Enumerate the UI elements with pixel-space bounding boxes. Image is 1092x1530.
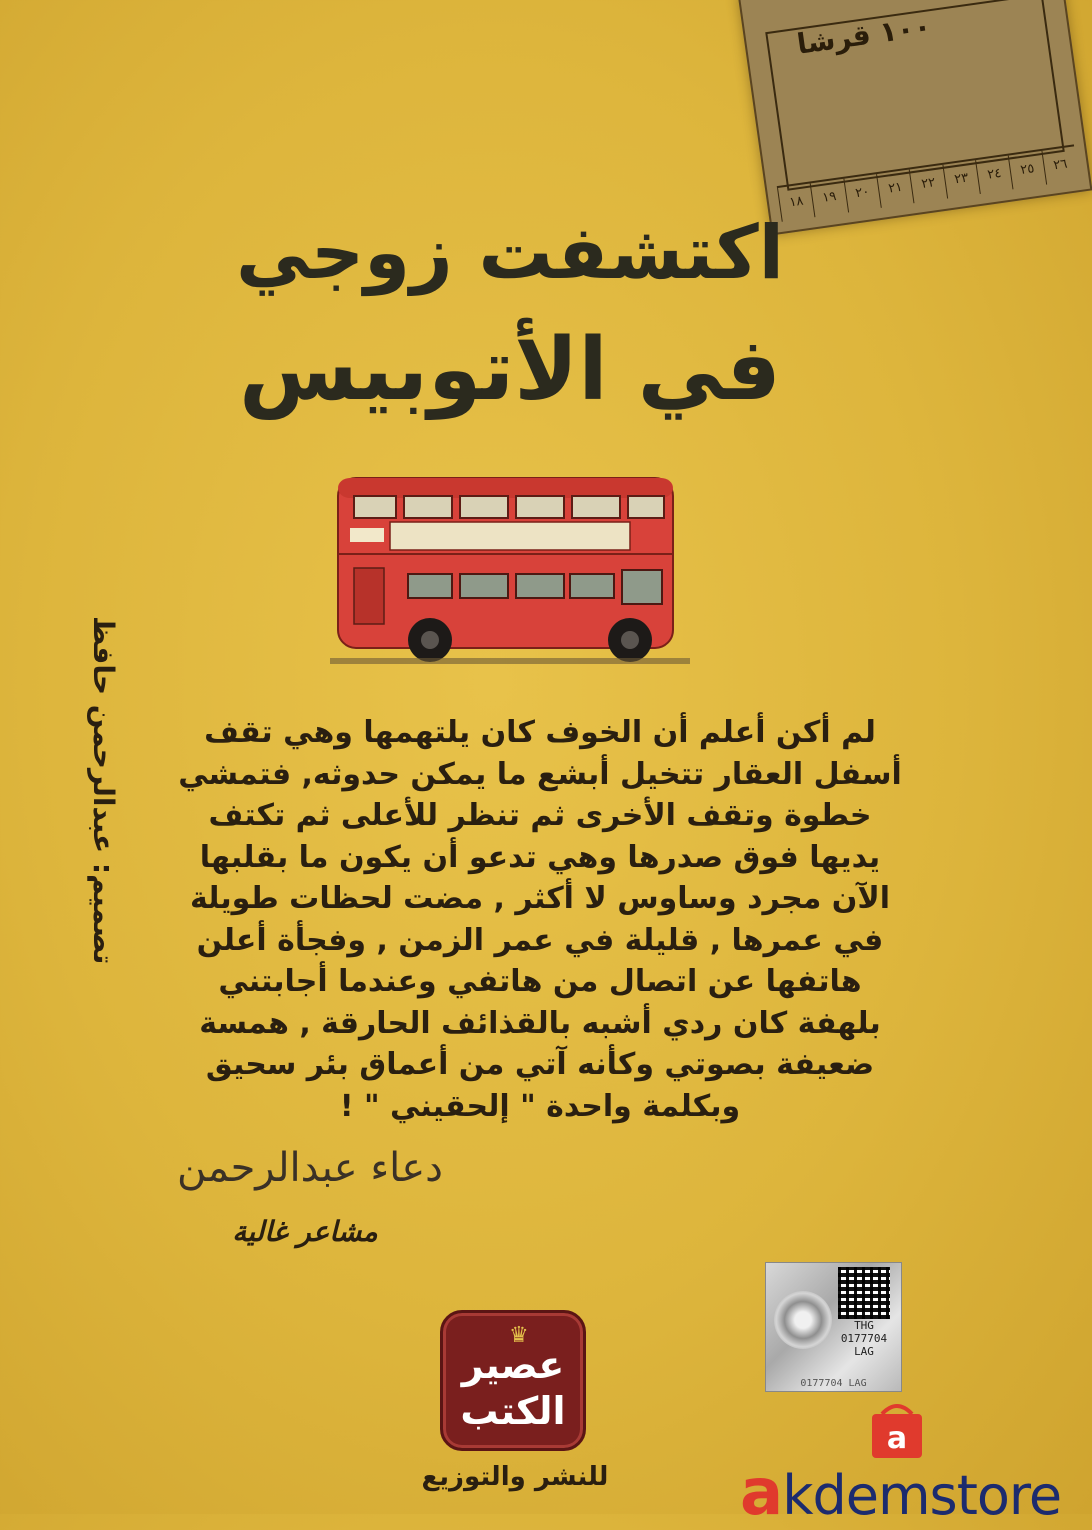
svg-text:a: a <box>887 1421 907 1456</box>
qr-code-icon <box>838 1267 890 1319</box>
crown-icon: ♛ <box>509 1323 529 1348</box>
shopping-bag-icon <box>866 1400 928 1460</box>
author-name: دعاء عبدالرحمن <box>160 1145 460 1191</box>
security-sticker <box>765 1262 902 1392</box>
blurb-line: بلهفة كان ردي أشبه بالقذائف الحارقة , همسة <box>170 1003 910 1045</box>
designer-credit: تصميم: عبدالرحمن حافظ <box>60 600 120 980</box>
publisher-logo <box>440 1310 586 1451</box>
publisher-name-line1: عصير <box>443 1343 583 1387</box>
ticket-number: ١٩ <box>810 179 848 217</box>
ticket-number: ٢٠ <box>843 174 881 212</box>
blurb-line: وبكلمة واحدة " إلحقيني " ! <box>170 1086 910 1128</box>
sticker-footer: 0177704 LAG <box>766 1378 901 1389</box>
blurb-line: يديها فوق صدرها وهي تدعو أن يكون ما بقلبها <box>170 837 910 879</box>
blurb-line: لم أكن أعلم أن الخوف كان يلتهمها وهي تقف <box>170 712 910 754</box>
blurb-line: هاتفها عن اتصال من هاتفي وعندما أجابتني <box>170 961 910 1003</box>
book-title-line1: اكتشفت زوجي <box>200 210 820 296</box>
ticket-price: ١٠٠ قرشا <box>795 9 933 60</box>
blurb-line: أسفل العقار تتخيل أبشع ما يمكن حدوثه, فتمشي <box>170 754 910 796</box>
blurb-line: خطوة وتقف الأخرى ثم تنظر للأعلى ثم تكتف <box>170 795 910 837</box>
bus-ticket-image <box>738 0 1092 235</box>
sticker-code-line: LAG <box>828 1345 900 1358</box>
store-watermark <box>740 1456 1061 1530</box>
ticket-number: ٢٢ <box>909 165 947 203</box>
bus-illustration <box>330 470 690 670</box>
ticket-number: ٢٥ <box>1008 151 1046 189</box>
blurb-line: في عمرها , قليلة في عمر الزمن , وفجأة أعلن <box>170 920 910 962</box>
ticket-number: ١٨ <box>777 183 815 221</box>
ticket-number: ٢١ <box>876 170 914 208</box>
watermark-a: a <box>740 1456 782 1530</box>
sticker-code-line: THG <box>828 1319 900 1332</box>
ticket-number: ٢٣ <box>942 160 980 198</box>
watermark-rest: kdemstore <box>782 1464 1061 1527</box>
blurb-line: الآن مجرد وساوس لا أكثر , مضت لحظات طويلة <box>170 878 910 920</box>
book-title-line2: في الأتوبيس <box>200 320 820 420</box>
ticket-number: ٢٦ <box>1041 146 1079 184</box>
publisher-tagline: للنشر والتوزيع <box>400 1462 630 1492</box>
series-name: مشاعر غالية <box>210 1215 400 1248</box>
blurb-line: ضعيفة بصوتي وكأنه آتي من أعماق بئر سحيق <box>170 1044 910 1086</box>
publisher-name-line2: الكتب <box>443 1389 583 1433</box>
ticket-number: ٢٤ <box>975 156 1013 194</box>
sticker-code <box>828 1319 900 1358</box>
sticker-code-line: 0177704 <box>828 1332 900 1345</box>
hologram-icon <box>774 1291 832 1349</box>
double-decker-bus-icon <box>330 470 690 670</box>
back-cover-blurb <box>170 712 910 1127</box>
